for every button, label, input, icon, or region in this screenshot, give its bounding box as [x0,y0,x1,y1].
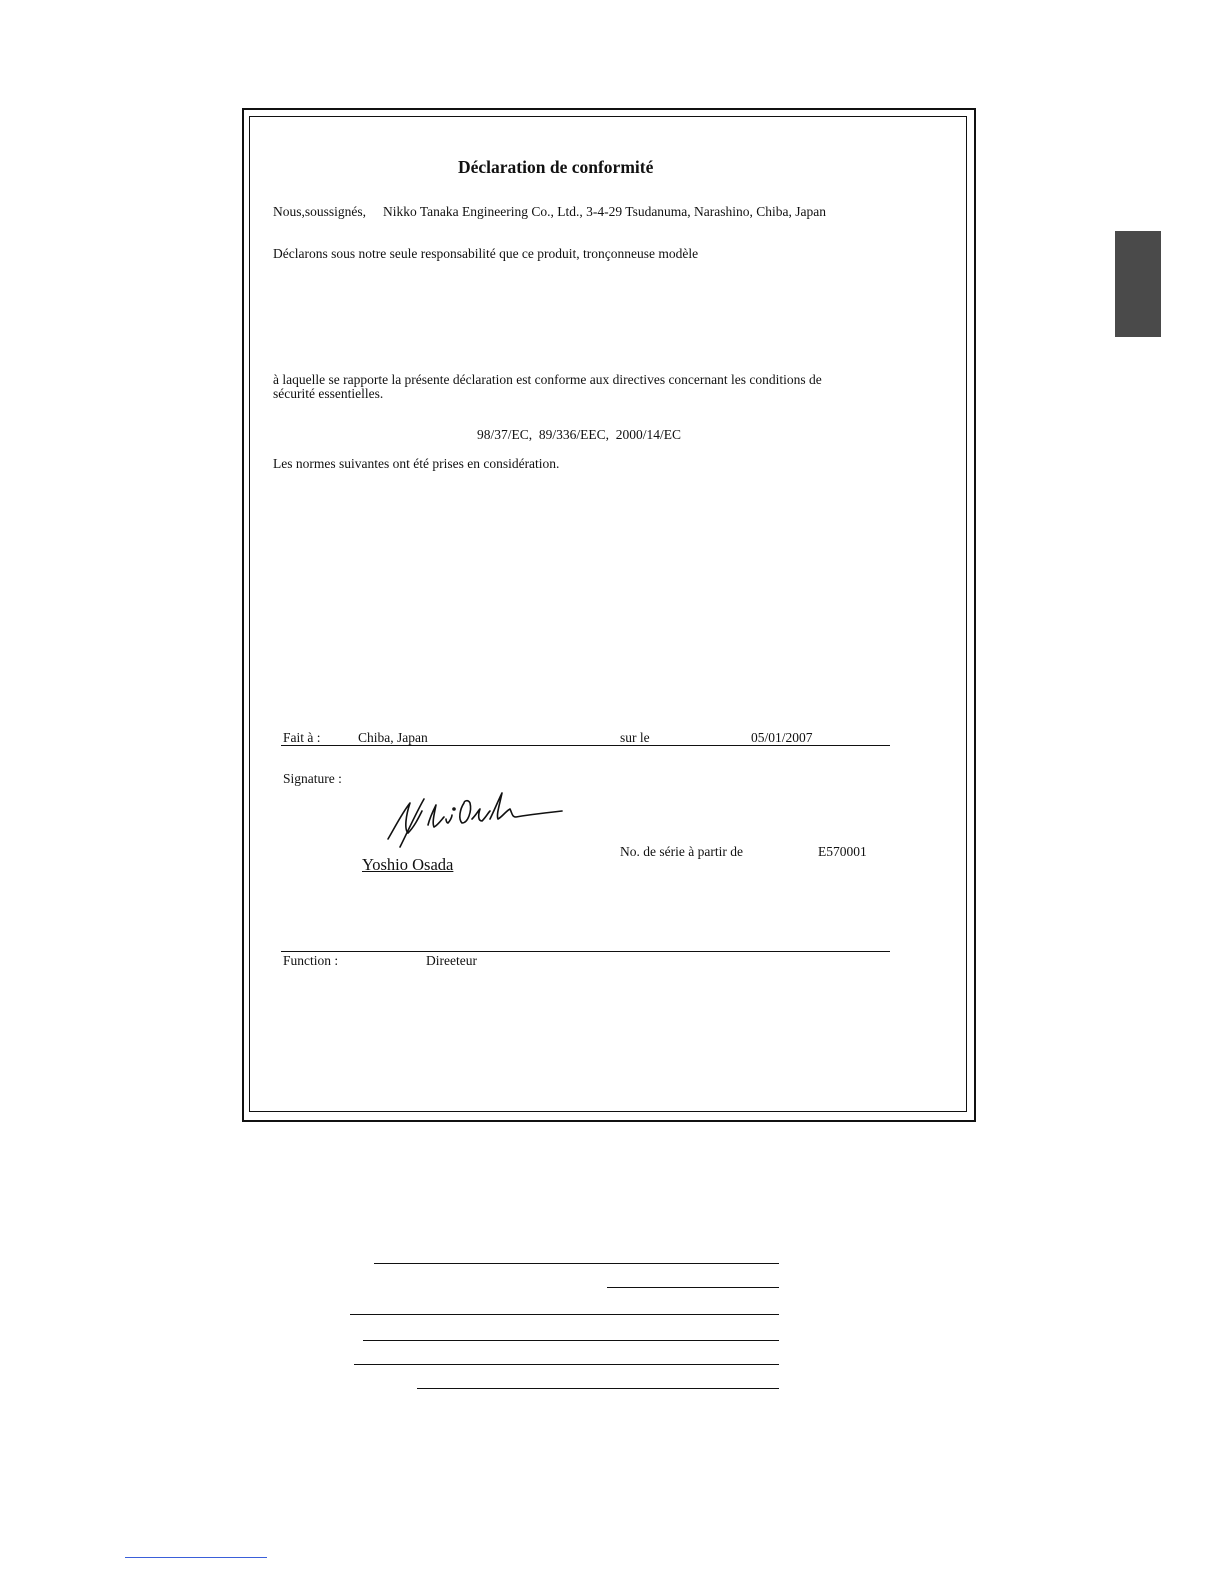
place-value: Chiba, Japan [358,730,428,745]
blank-line-1 [374,1263,779,1264]
declaration-frame-inner [249,116,967,1112]
date-value: 05/01/2007 [751,730,813,745]
directives-list: 98/37/EC, 89/336/EEC, 2000/14/EC [477,427,682,442]
undersigned-label: Nous,soussignés, [273,204,367,219]
document-title: Déclaration de conformité [458,157,654,177]
date-label: sur le [620,730,650,745]
blank-line-3 [350,1314,779,1315]
function-rule [281,951,890,952]
conformity-text-line-1: à laquelle se rapporte la présente déclaration est conforme aux directives concernant les conditions de [273,372,822,387]
standards-note: Les normes suivantes ont été prises en considération. [273,456,560,471]
blank-line-2 [607,1287,779,1288]
section-tab-marker [1115,231,1161,337]
declaration-sentence: Déclarons sous notre seule responsabilité que ce produit, tronçonneuse modèle [273,246,699,261]
conformity-text-line-2: sécurité essentielles. [273,386,384,401]
function-value: Direeteur [426,953,477,968]
blank-line-4 [363,1340,779,1341]
company-address: Nikko Tanaka Engineering Co., Ltd., 3-4-29 Tsudanuma, Narashino, Chiba, Japan [383,204,827,219]
place-label: Fait à : [283,730,321,745]
handwritten-signature [384,789,566,851]
function-label: Function : [283,953,339,968]
serial-number-value: E570001 [818,844,867,859]
place-date-rule [281,745,890,746]
blank-line-6 [417,1388,779,1389]
signer-name: Yoshio Osada [362,855,454,874]
footer-link-underline[interactable] [125,1557,267,1558]
signature-label: Signature : [283,771,342,786]
blank-line-5 [354,1364,779,1365]
serial-number-label: No. de série à partir de [620,844,743,859]
